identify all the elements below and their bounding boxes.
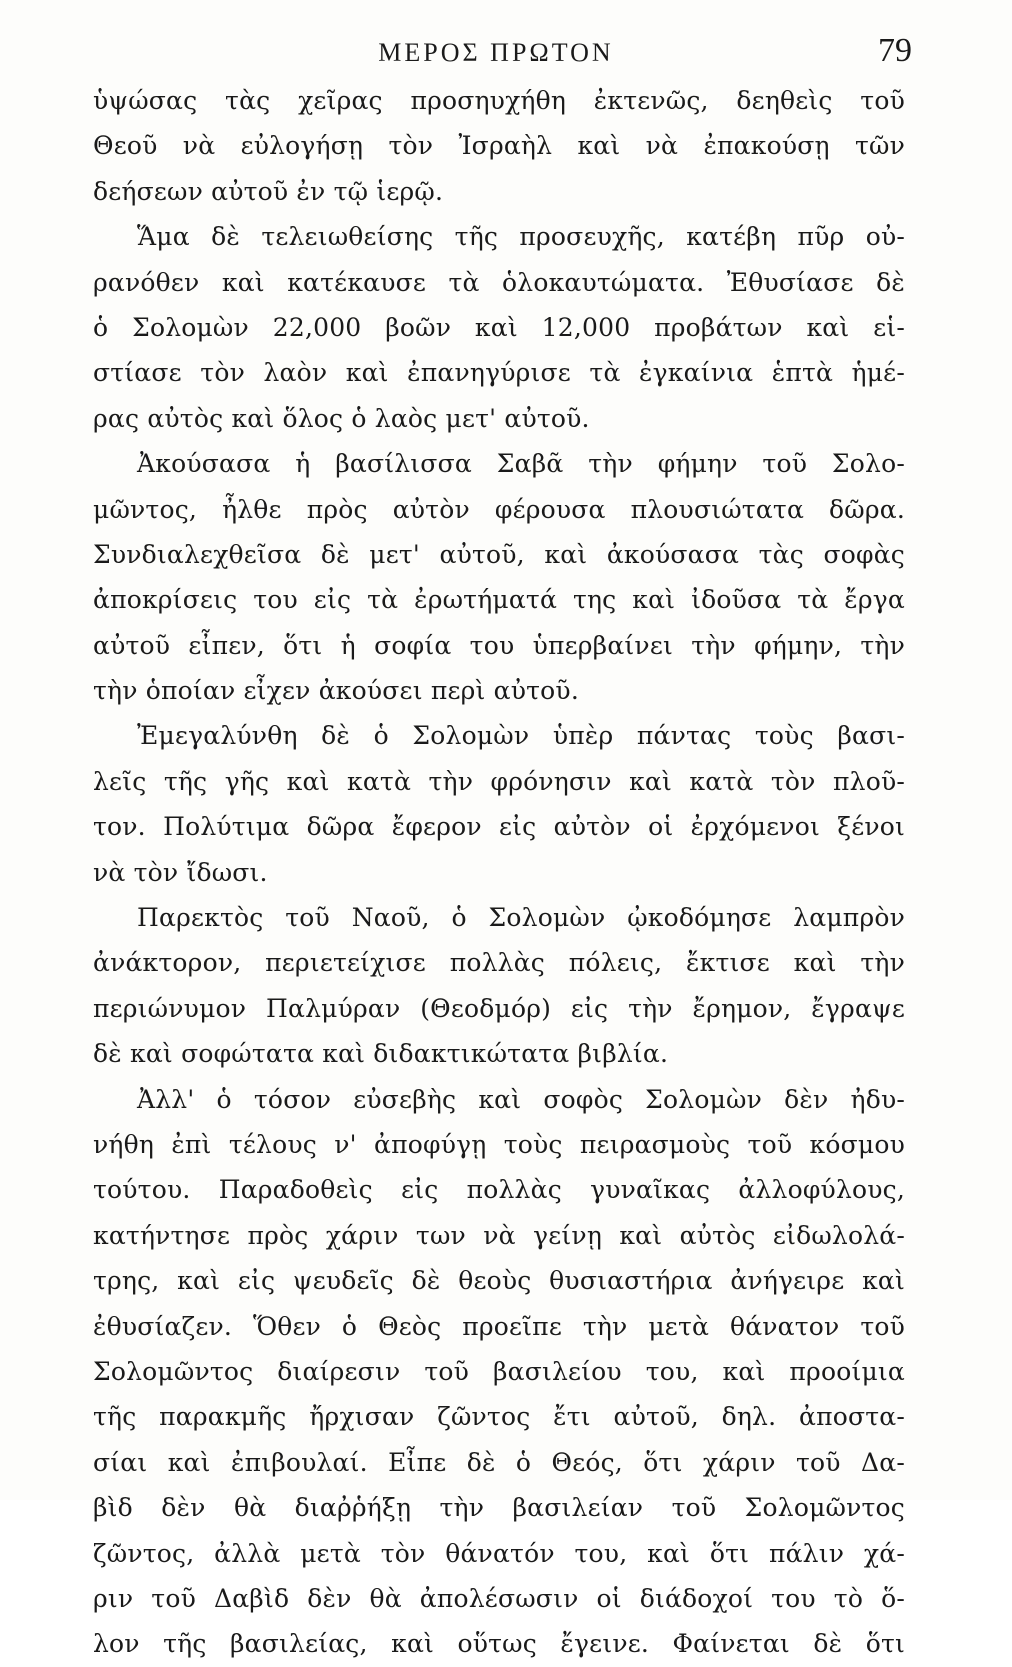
text-line: ὁ Σολομὼν 22,000 βοῶν καὶ 12,000 προβάτων καὶ εἱ-: [93, 312, 905, 342]
text-line: ρας αὐτὸς καὶ ὅλος ὁ λαὸς μετ' αὐτοῦ.: [93, 403, 590, 433]
text-line: βὶδ δὲν θὰ διαῤῥήξῃ τὴν βασιλείαν τοῦ Σολομῶντος: [93, 1493, 905, 1523]
text-line: ἀνάκτορον, περιετείχισε πολλὰς πόλεις, ἔκτισε καὶ τὴν: [93, 948, 905, 978]
text-line: δεήσεων αὐτοῦ ἐν τῷ ἱερῷ.: [93, 176, 444, 206]
page-number: 79: [878, 32, 912, 69]
body-text: [93, 78, 905, 1667]
text-line: τούτου. Παραδοθεὶς εἰς πολλὰς γυναῖκας ἀλλοφύλους,: [93, 1175, 905, 1205]
text-line: κατήντησε πρὸς χάριν των νὰ γείνῃ καὶ αὐτὸς εἰδωλολά-: [93, 1220, 905, 1250]
text-line: ἐθυσίαζεν. Ὅθεν ὁ Θεὸς προεῖπε τὴν μετὰ θάνατον τοῦ: [93, 1311, 905, 1341]
text-line: Ἀκούσασα ἡ βασίλισσα Σαβᾶ τὴν φήμην τοῦ Σολο-: [137, 449, 905, 479]
text-line: λον τῆς βασιλείας, καὶ οὕτως ἔγεινε. Φαίνεται δὲ ὅτι: [93, 1629, 905, 1659]
page-header: [90, 32, 912, 74]
text-line: ἀποκρίσεις του εἰς τὰ ἐρωτήματά της καὶ ἰδοῦσα τὰ ἔργα: [93, 585, 905, 615]
text-line: αὐτοῦ εἶπεν, ὅτι ἡ σοφία του ὑπερβαίνει τὴν φήμην, τὴν: [93, 630, 905, 660]
text-line: τον. Πολύτιμα δῶρα ἔφερον εἰς αὐτὸν οἱ ἐρχόμενοι ξένοι: [93, 812, 905, 842]
text-line: δὲ καὶ σοφώτατα καὶ διδακτικώτατα βιβλία.: [93, 1039, 669, 1069]
text-line: ζῶντος, ἀλλὰ μετὰ τὸν θάνατόν του, καὶ ὅτι πάλιν χά-: [93, 1538, 905, 1568]
text-line: ρανόθεν καὶ κατέκαυσε τὰ ὁλοκαυτώματα. Ἐθυσίασε δὲ: [93, 267, 905, 297]
text-line: λεῖς τῆς γῆς καὶ κατὰ τὴν φρόνησιν καὶ κατὰ τὸν πλοῦ-: [93, 766, 905, 796]
text-line: μῶντος, ἦλθε πρὸς αὐτὸν φέρουσα πλουσιώτατα δῶρα.: [93, 494, 905, 524]
text-line: νὰ τὸν ἴδωσι.: [93, 857, 268, 887]
text-line: στίασε τὸν λαὸν καὶ ἐπανηγύρισε τὰ ἐγκαίνια ἑπτὰ ἡμέ-: [93, 358, 905, 388]
text-line: τρης, καὶ εἰς ψευδεῖς δὲ θεοὺς θυσιαστήρια ἀνήγειρε καὶ: [93, 1266, 905, 1296]
text-line: Ἀλλ' ὁ τόσον εὐσεβὴς καὶ σοφὸς Σολομὼν δὲν ἠδυ-: [137, 1084, 905, 1114]
text-line: Ἐμεγαλύνθη δὲ ὁ Σολομὼν ὑπὲρ πάντας τοὺς βασι-: [137, 721, 905, 751]
text-line: Παρεκτὸς τοῦ Ναοῦ, ὁ Σολομὼν ᾠκοδόμησε λαμπρὸν: [137, 903, 905, 933]
text-line: νήθη ἐπὶ τέλους ν' ἀποφύγῃ τοὺς πειρασμοὺς τοῦ κόσμου: [93, 1129, 905, 1159]
text-line: Ἅμα δὲ τελειωθείσης τῆς προσευχῆς, κατέβη πῦρ οὐ-: [137, 222, 905, 252]
text-line: τὴν ὁποίαν εἶχεν ἀκούσει περὶ αὐτοῦ.: [93, 676, 579, 706]
text-line: τῆς παρακμῆς ἤρχισαν ζῶντος ἔτι αὐτοῦ, δηλ. ἀποστα-: [93, 1402, 905, 1432]
text-line: σίαι καὶ ἐπιβουλαί. Εἶπε δὲ ὁ Θεός, ὅτι χάριν τοῦ Δα-: [93, 1447, 905, 1477]
text-line: Θεοῦ νὰ εὐλογήσῃ τὸν Ἰσραὴλ καὶ νὰ ἐπακούσῃ τῶν: [93, 131, 905, 161]
text-line: Συνδιαλεχθεῖσα δὲ μετ' αὐτοῦ, καὶ ἀκούσασα τὰς σοφὰς: [93, 539, 905, 569]
text-line: ριν τοῦ Δαβὶδ δὲν θὰ ἀπολέσωσιν οἱ διάδοχοί του τὸ ὅ-: [93, 1583, 905, 1613]
text-line: Σολομῶντος διαίρεσιν τοῦ βασιλείου του, καὶ προοίμια: [93, 1356, 905, 1386]
text-line: περιώνυμον Παλμύραν (Θεοδμόρ) εἰς τὴν ἔρημον, ἔγραψε: [93, 993, 905, 1023]
text-line: ὑψώσας τὰς χεῖρας προσηυχήθη ἐκτενῶς, δεηθεὶς τοῦ: [93, 86, 905, 115]
running-title: ΜΕΡΟΣ ΠΡΩΤΟΝ: [378, 38, 614, 67]
